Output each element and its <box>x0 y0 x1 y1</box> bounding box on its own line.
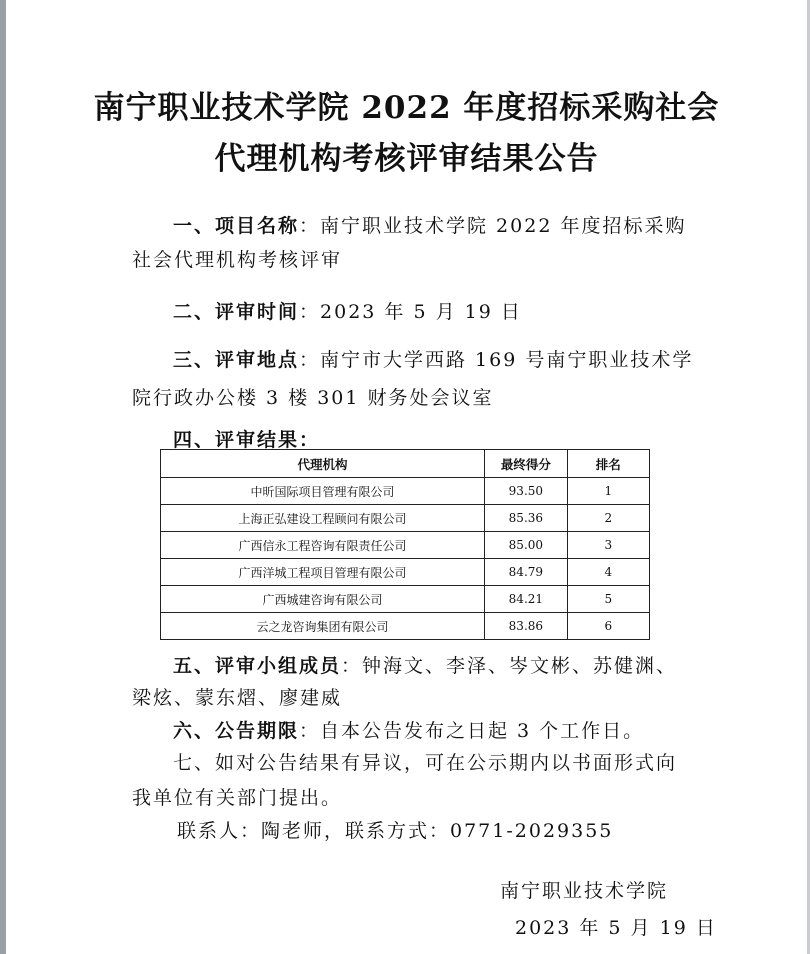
score-cell: 85.36 <box>485 505 568 532</box>
panel-members-line2: 梁炫、蒙东熠、廖建威 <box>132 687 343 709</box>
table-row <box>161 559 650 586</box>
agency-cell: 广西信永工程咨询有限责任公司 <box>161 532 485 559</box>
signature-org: 南宁职业技术学院 <box>500 880 669 902</box>
table-row <box>161 478 650 505</box>
table-row <box>161 586 650 613</box>
results-table <box>160 449 650 640</box>
agency-cell: 上海正弘建设工程顾问有限公司 <box>161 505 485 532</box>
score-cell: 85.00 <box>485 532 568 559</box>
signature-date: 2023 年 5 月 19 日 <box>515 917 717 939</box>
rank-cell: 4 <box>567 559 649 586</box>
project-name-line2: 社会代理机构考核评审 <box>132 249 343 271</box>
notice-period-value: ：自本公告发布之日起 3 个工作日。 <box>299 720 645 742</box>
project-name-label: 一、项目名称 <box>173 215 300 237</box>
score-cell: 84.79 <box>485 559 568 586</box>
review-time-value: ：2023 年 5 月 19 日 <box>299 301 522 323</box>
score-cell: 84.21 <box>485 586 568 613</box>
project-name-value: ：南宁职业技术学院 2022 年度招标采购 <box>299 215 687 237</box>
table-row <box>161 532 650 559</box>
header-rank: 排名 <box>567 450 649 478</box>
review-place-line1 <box>173 345 693 372</box>
agency-cell: 广西洋城工程项目管理有限公司 <box>161 559 485 586</box>
page-title-line1: 南宁职业技术学院 2022 年度招标采购社会 <box>93 90 720 126</box>
review-place-line2: 院行政办公楼 3 楼 301 财务处会议室 <box>132 387 494 409</box>
notice-period <box>173 716 644 743</box>
score-cell: 93.50 <box>485 478 568 505</box>
score-cell: 83.86 <box>485 613 568 640</box>
review-time <box>173 297 522 324</box>
header-score: 最终得分 <box>485 450 568 478</box>
objection-line1: 七、如对公告结果有异议，可在公示期内以书面形式向 <box>173 752 678 774</box>
results-label: 四、评审结果： <box>173 429 321 451</box>
panel-members-value: ：钟海文、李泽、岑文彬、苏健渊、 <box>341 655 678 677</box>
table-row <box>161 613 650 640</box>
project-name-line1 <box>173 211 686 238</box>
rank-cell: 2 <box>567 505 649 532</box>
table-header-row <box>161 450 650 478</box>
agency-cell: 云之龙咨询集团有限公司 <box>161 613 485 640</box>
rank-cell: 5 <box>567 586 649 613</box>
agency-cell: 中昕国际项目管理有限公司 <box>161 478 485 505</box>
table-row <box>161 505 650 532</box>
rank-cell: 1 <box>567 478 649 505</box>
header-agency: 代理机构 <box>161 450 485 478</box>
review-place-value: ：南宁市大学西路 169 号南宁职业技术学 <box>299 349 694 371</box>
panel-members-label: 五、评审小组成员 <box>173 655 342 677</box>
objection-line2: 我单位有关部门提出。 <box>132 787 343 809</box>
page-title-line2: 代理机构考核评审结果公告 <box>214 141 599 177</box>
review-time-label: 二、评审时间 <box>173 301 300 323</box>
notice-period-label: 六、公告期限 <box>173 720 300 742</box>
document-page <box>6 0 807 954</box>
agency-cell: 广西城建咨询有限公司 <box>161 586 485 613</box>
rank-cell: 6 <box>567 613 649 640</box>
panel-members-line1 <box>173 651 677 678</box>
review-place-label: 三、评审地点 <box>173 349 300 371</box>
rank-cell: 3 <box>567 532 649 559</box>
contact-info: 联系人：陶老师，联系方式：0771-2029355 <box>177 820 614 842</box>
